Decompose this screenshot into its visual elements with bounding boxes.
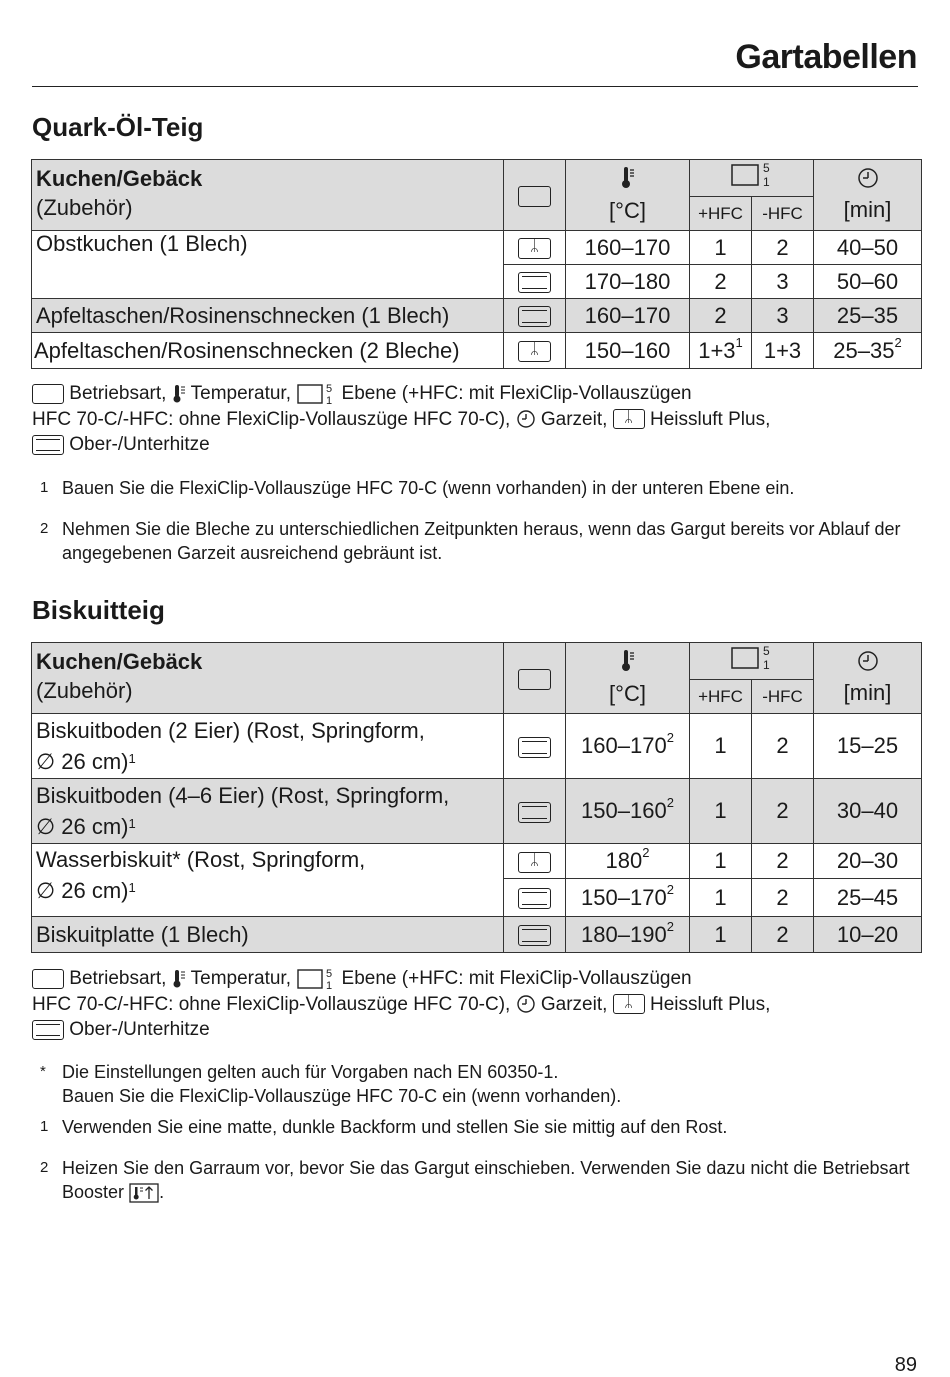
row-temp bbox=[566, 844, 690, 879]
row-mode bbox=[504, 879, 566, 917]
operating-mode-icon bbox=[32, 969, 64, 989]
footnote-mark: 2 bbox=[40, 520, 49, 537]
temp-value: 150–170 bbox=[581, 884, 667, 910]
row-hfc-minus: 2 bbox=[752, 844, 814, 879]
operating-mode-icon bbox=[518, 669, 551, 690]
legend-quark bbox=[32, 381, 912, 458]
header-level bbox=[690, 160, 814, 197]
table-row bbox=[32, 231, 922, 265]
shelf-bottom-number: 1 bbox=[762, 658, 770, 672]
row-name-line2: ∅ 26 cm) bbox=[36, 749, 129, 774]
footnote-text-body: Heizen Sie den Garraum vor, bevor Sie das Gargut einschieben. Verwenden Sie dazu nicht die Betriebsart Booster bbox=[62, 1158, 910, 1202]
row-hfc-minus: 3 bbox=[752, 299, 814, 333]
shelf-top-number: 5 bbox=[762, 644, 770, 658]
header-temp bbox=[566, 643, 690, 714]
footnote-text: Bauen Sie die FlexiClip-Vollauszüge HFC 70-C (wenn vorhanden) in der unteren Ebene ein. bbox=[62, 478, 795, 498]
footnote-text: Nehmen Sie die Bleche zu unterschiedlichen Zeitpunkten heraus, wenn das Gargut bereits vor Ablauf der angegebenen Garzeit ausreichend gebräunt ist. bbox=[62, 519, 901, 563]
operating-mode-icon bbox=[518, 186, 551, 207]
temp-unit: [°C] bbox=[609, 680, 646, 706]
legend-biskuit bbox=[32, 966, 912, 1043]
header-time bbox=[814, 160, 922, 231]
header-accessory-label: (Zubehör) bbox=[36, 678, 133, 703]
footnote-ref: 1 bbox=[128, 880, 136, 895]
footnote-2 bbox=[32, 1156, 912, 1204]
page-number: 89 bbox=[894, 1354, 917, 1376]
legend-temperature-label: Temperatur, bbox=[190, 968, 291, 989]
temp-value: 160–170 bbox=[581, 733, 667, 758]
row-temp bbox=[566, 917, 690, 953]
row-hfc-plus: 1 bbox=[690, 779, 752, 844]
row-mode bbox=[504, 779, 566, 844]
shelf-bottom-number: 1 bbox=[762, 175, 770, 189]
row-name bbox=[32, 714, 504, 779]
row-hfc-plus: 2 bbox=[690, 299, 752, 333]
header-hfc-minus: -HFC bbox=[752, 197, 814, 231]
top-bottom-heat-icon bbox=[518, 272, 551, 293]
row-mode bbox=[504, 265, 566, 299]
footnote-ref: 1 bbox=[128, 751, 136, 766]
row-hfc-plus: 1 bbox=[690, 231, 752, 265]
table-row bbox=[32, 714, 922, 779]
footnote-text-line1: Die Einstellungen gelten auch für Vorgaben nach EN 60350-1. bbox=[62, 1062, 559, 1082]
row-time: 50–60 bbox=[814, 265, 922, 299]
table-row bbox=[32, 844, 922, 879]
legend-fan-label: Heissluft Plus, bbox=[649, 408, 771, 430]
svg-text:5: 5 bbox=[326, 967, 333, 980]
row-name-line1: Biskuitboden (4–6 Eier) (Rost, Springform, bbox=[36, 783, 450, 808]
section-heading-biskuit: Biskuitteig bbox=[32, 595, 165, 625]
shelf-top-number: 5 bbox=[762, 161, 770, 175]
footnote-mark: 1 bbox=[40, 1118, 49, 1135]
row-time: 10–20 bbox=[814, 917, 922, 953]
row-temp: 170–180 bbox=[566, 265, 690, 299]
row-hfc-minus: 1+3 bbox=[752, 333, 814, 369]
footnote-2 bbox=[32, 517, 912, 565]
table-biskuit bbox=[31, 642, 922, 953]
table-row bbox=[32, 333, 922, 369]
row-name-line1: Biskuitboden (2 Eier) (Rost, Springform, bbox=[36, 718, 425, 743]
header-accessory-label: (Zubehör) bbox=[36, 195, 133, 220]
top-bottom-heat-icon bbox=[518, 925, 551, 946]
header-hfc-plus: +HFC bbox=[690, 680, 752, 714]
footnote-mark: 2 bbox=[40, 1159, 49, 1176]
row-time bbox=[814, 333, 922, 369]
row-time: 40–50 bbox=[814, 231, 922, 265]
footnote-mark: * bbox=[40, 1063, 46, 1080]
clock-icon bbox=[857, 167, 879, 189]
thermometer-icon bbox=[172, 969, 186, 989]
time-value: 25–35 bbox=[833, 337, 895, 363]
footnote-ref: 2 bbox=[666, 918, 674, 934]
temp-unit: [°C] bbox=[609, 197, 646, 223]
legend-level-label: Ebene (+HFC: mit FlexiClip-Vollauszügen bbox=[341, 968, 692, 989]
row-mode bbox=[504, 299, 566, 333]
row-mode bbox=[504, 231, 566, 265]
legend-level-label-2: HFC 70-C/-HFC: ohne FlexiClip-Vollauszüge HFC 70-C), bbox=[32, 408, 511, 430]
footnote-ref: 1 bbox=[735, 334, 743, 350]
thermometer-icon bbox=[620, 166, 636, 190]
header-time bbox=[814, 643, 922, 714]
header-cake-label: Kuchen/Gebäck bbox=[36, 166, 203, 191]
footnote-star bbox=[32, 1060, 912, 1108]
legend-level-label-2: HFC 70-C/-HFC: ohne FlexiClip-Vollauszüge HFC 70-C), bbox=[32, 993, 511, 1015]
fan-plus-icon: ᛦ bbox=[613, 994, 645, 1014]
row-hfc-minus: 2 bbox=[752, 879, 814, 917]
row-mode bbox=[504, 714, 566, 779]
row-hfc-plus: 1 bbox=[690, 917, 752, 953]
table-row bbox=[32, 917, 922, 953]
legend-level-label: Ebene (+HFC: mit FlexiClip-Vollauszügen bbox=[341, 383, 692, 404]
row-name-line2: ∅ 26 cm) bbox=[36, 878, 129, 903]
footnote-text bbox=[62, 1156, 912, 1204]
legend-temperature-label: Temperatur, bbox=[190, 383, 291, 404]
row-temp bbox=[566, 779, 690, 844]
row-name: Apfeltaschen/Rosinenschnecken (1 Blech) bbox=[32, 299, 504, 333]
legend-fan-label: Heissluft Plus, bbox=[649, 993, 771, 1015]
hfc-plus-value: 1+3 bbox=[698, 337, 736, 363]
shelf-level-icon bbox=[729, 643, 775, 673]
row-hfc-plus: 1 bbox=[690, 714, 752, 779]
row-time: 25–35 bbox=[814, 299, 922, 333]
clock-icon bbox=[857, 650, 879, 672]
legend-topbottom-label: Ober-/Unterhitze bbox=[69, 434, 210, 455]
shelf-level-icon bbox=[729, 160, 775, 190]
row-temp bbox=[566, 879, 690, 917]
footnote-ref: 1 bbox=[128, 816, 136, 831]
shelf-level-icon bbox=[296, 967, 336, 991]
header-mode bbox=[504, 643, 566, 714]
row-name: Biskuitplatte (1 Blech) bbox=[32, 917, 504, 953]
top-bottom-heat-icon bbox=[518, 888, 551, 909]
temp-value: 150–160 bbox=[581, 798, 667, 823]
top-bottom-heat-icon bbox=[518, 737, 551, 758]
row-time: 30–40 bbox=[814, 779, 922, 844]
header-cake bbox=[32, 160, 504, 231]
row-time: 25–45 bbox=[814, 879, 922, 917]
row-temp: 150–160 bbox=[566, 333, 690, 369]
row-time: 20–30 bbox=[814, 844, 922, 879]
row-mode bbox=[504, 917, 566, 953]
footnote-ref: 2 bbox=[642, 845, 650, 860]
row-name bbox=[32, 779, 504, 844]
operating-mode-icon bbox=[32, 384, 64, 404]
row-name bbox=[32, 844, 504, 917]
svg-text:1: 1 bbox=[326, 394, 333, 406]
time-unit: [min] bbox=[843, 679, 892, 705]
row-time: 15–25 bbox=[814, 714, 922, 779]
row-hfc-plus: 1 bbox=[690, 879, 752, 917]
table-row bbox=[32, 779, 922, 844]
time-unit: [min] bbox=[843, 196, 892, 222]
title-rule bbox=[32, 86, 918, 87]
legend-time-label: Garzeit, bbox=[540, 408, 608, 430]
booster-icon bbox=[129, 1183, 159, 1203]
fan-plus-icon: ᛦ bbox=[518, 852, 551, 873]
fan-plus-icon: ᛦ bbox=[518, 341, 551, 362]
fan-plus-icon: ᛦ bbox=[613, 409, 645, 429]
top-bottom-heat-icon bbox=[518, 802, 551, 823]
row-hfc-minus: 2 bbox=[752, 231, 814, 265]
footnote-ref: 2 bbox=[666, 730, 674, 745]
top-bottom-heat-icon bbox=[32, 435, 64, 455]
row-hfc-minus: 2 bbox=[752, 779, 814, 844]
footnote-1 bbox=[32, 1115, 912, 1139]
table-row bbox=[32, 299, 922, 333]
row-mode bbox=[504, 844, 566, 879]
row-mode bbox=[504, 333, 566, 369]
table-quark bbox=[31, 159, 922, 369]
header-cake bbox=[32, 643, 504, 714]
footnote-ref: 2 bbox=[666, 795, 674, 810]
header-hfc-plus: +HFC bbox=[690, 197, 752, 231]
row-name-line2: ∅ 26 cm) bbox=[36, 814, 129, 839]
temp-value: 180–190 bbox=[581, 921, 667, 947]
header-hfc-minus: -HFC bbox=[752, 680, 814, 714]
page-title: Gartabellen bbox=[735, 38, 917, 76]
row-hfc-plus bbox=[690, 333, 752, 369]
header-temp bbox=[566, 160, 690, 231]
thermometer-icon bbox=[620, 649, 636, 673]
footnote-text: Verwenden Sie eine matte, dunkle Backform und stellen Sie sie mittig auf den Rost. bbox=[62, 1117, 728, 1137]
row-hfc-plus: 2 bbox=[690, 265, 752, 299]
header-level bbox=[690, 643, 814, 680]
row-name-line1: Wasserbiskuit* (Rost, Springform, bbox=[36, 847, 366, 872]
row-temp: 160–170 bbox=[566, 299, 690, 333]
footnote-ref: 2 bbox=[666, 881, 674, 897]
row-name: Obstkuchen (1 Blech) bbox=[32, 231, 504, 299]
clock-icon bbox=[516, 409, 536, 429]
footnote-text bbox=[62, 1060, 912, 1108]
temp-value: 180 bbox=[605, 848, 643, 873]
header-cake-label: Kuchen/Gebäck bbox=[36, 649, 203, 674]
legend-mode-label: Betriebsart, bbox=[69, 383, 167, 404]
row-name: Apfeltaschen/Rosinenschnecken (2 Bleche) bbox=[32, 333, 504, 369]
shelf-level-icon bbox=[296, 382, 336, 406]
section-heading-quark: Quark-Öl-Teig bbox=[32, 112, 204, 142]
footnote-text-end: . bbox=[159, 1182, 165, 1202]
top-bottom-heat-icon bbox=[518, 306, 551, 327]
legend-mode-label: Betriebsart, bbox=[69, 968, 167, 989]
footnote-text-line2: Bauen Sie die FlexiClip-Vollauszüge HFC 70-C ein (wenn vorhanden). bbox=[62, 1086, 622, 1106]
row-temp: 160–170 bbox=[566, 231, 690, 265]
header-mode bbox=[504, 160, 566, 231]
row-hfc-minus: 3 bbox=[752, 265, 814, 299]
legend-topbottom-label: Ober-/Unterhitze bbox=[69, 1019, 210, 1040]
fan-plus-icon: ᛦ bbox=[518, 238, 551, 259]
thermometer-icon bbox=[172, 384, 186, 404]
svg-text:1: 1 bbox=[326, 979, 333, 991]
footnote-1 bbox=[32, 476, 912, 500]
clock-icon bbox=[516, 994, 536, 1014]
row-temp bbox=[566, 714, 690, 779]
footnote-ref: 2 bbox=[894, 334, 902, 350]
row-hfc-minus: 2 bbox=[752, 714, 814, 779]
row-hfc-plus: 1 bbox=[690, 844, 752, 879]
svg-text:5: 5 bbox=[326, 382, 333, 395]
footnote-mark: 1 bbox=[40, 479, 49, 496]
top-bottom-heat-icon bbox=[32, 1020, 64, 1040]
row-hfc-minus: 2 bbox=[752, 917, 814, 953]
legend-time-label: Garzeit, bbox=[540, 993, 608, 1015]
